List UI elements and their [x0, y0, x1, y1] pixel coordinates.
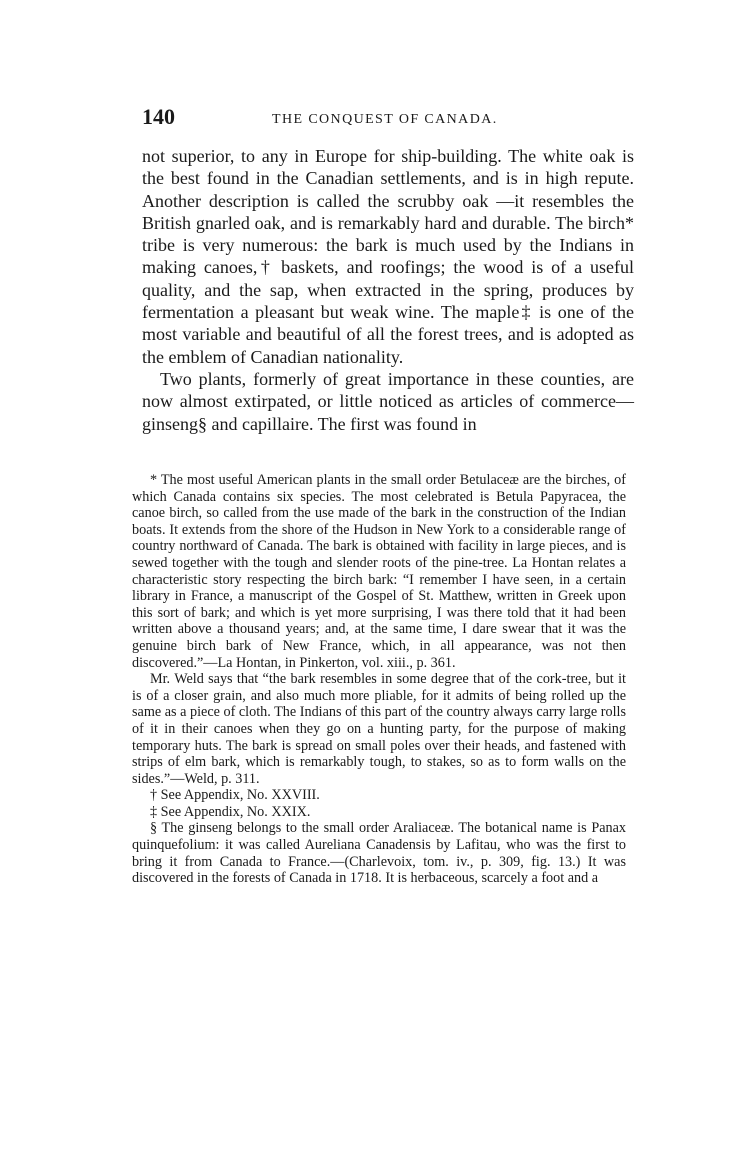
footnote-weld: Mr. Weld says that “the bark resembles in some degree that of the cork-tree, but it is of a closer grain, and also much more pliable, for it admits of being rolled up the same as a piece of cloth. The Indians of this part of the country always carry large rolls of it in their canoes when they go on a hunting party, for the purpose of making temporary huts. The bark is spread on small poles over their heads, and fastened with strips of elm bark, which is remarkably tough, to stakes, so as to form walls on the sides.”—Weld, p. 311. — [132, 671, 626, 787]
footnote-dagger: † See Appendix, No. XXVIII. — [150, 787, 320, 804]
page-header — [142, 104, 636, 130]
footnote-section: § The ginseng belongs to the small order Araliaceæ. The botanical name is Panax quinquefolium: it was called Aureliana Canadensis by Lafitau, who was the first to bring it from Canada to France.—(Charlevoix, tom. iv., p. 309, fig. 13.) It was discovered in the forests of Canada in 1718. It is herbaceous, scarcely a foot and a — [132, 820, 626, 887]
footnotes — [132, 472, 626, 887]
footnote-double-dagger: ‡ See Appendix, No. XXIX. — [150, 803, 311, 820]
footnote-birch: * The most useful American plants in the small order Betulaceæ are the birches, of which Canada contains six species. The most celebrated is Betula Papyracea, the canoe birch, so called from the use made of the bark in the construction of the Indian boats. It extends from the shore of the Hudson in New York to a considerable range of country northward of Canada. The bark is obtained with facility in large pieces, and is sewed together with the tough and slender roots of the pine-tree. La Hontan relates a characteristic story respecting the birch bark: “I remember I have seen, in a certain library in France, a manuscript of the Gospel of St. Matthew, written in Greek upon this sort of bark; and which is yet more surprising, I was there told that it had been written above a thousand years; and, at the same time, I dare swear that it was the genuine birch bark of New France, which, in all appearance, was not then discovered.”—La Hontan, in Pinkerton, vol. xiii., p. 361. — [132, 472, 626, 671]
main-text — [142, 145, 634, 435]
paragraph: Two plants, formerly of great importance in these counties, are now almost extirpated, or little noticed as articles of commerce—ginseng§ and capillaire. The first was found in — [142, 368, 634, 434]
paragraph: not superior, to any in Europe for ship-building. The white oak is the best found in the Canadian settlements, and is in high repute. Another description is called the scrubby oak —it resembles the British gnarled oak, and is remarkably hard and durable. The birch* tribe is very numerous: the bark is much used by the Indians in making canoes,† baskets, and roofings; the wood is of a useful quality, and the sap, when extracted in the spring, produces by fermentation a pleasant but weak wine. The maple‡ is one of the most variable and beautiful of all the forest trees, and is adopted as the emblem of Canadian nationality. — [142, 146, 634, 367]
running-title: THE CONQUEST OF CANADA. — [272, 112, 498, 127]
page-number: 140 — [142, 104, 175, 129]
